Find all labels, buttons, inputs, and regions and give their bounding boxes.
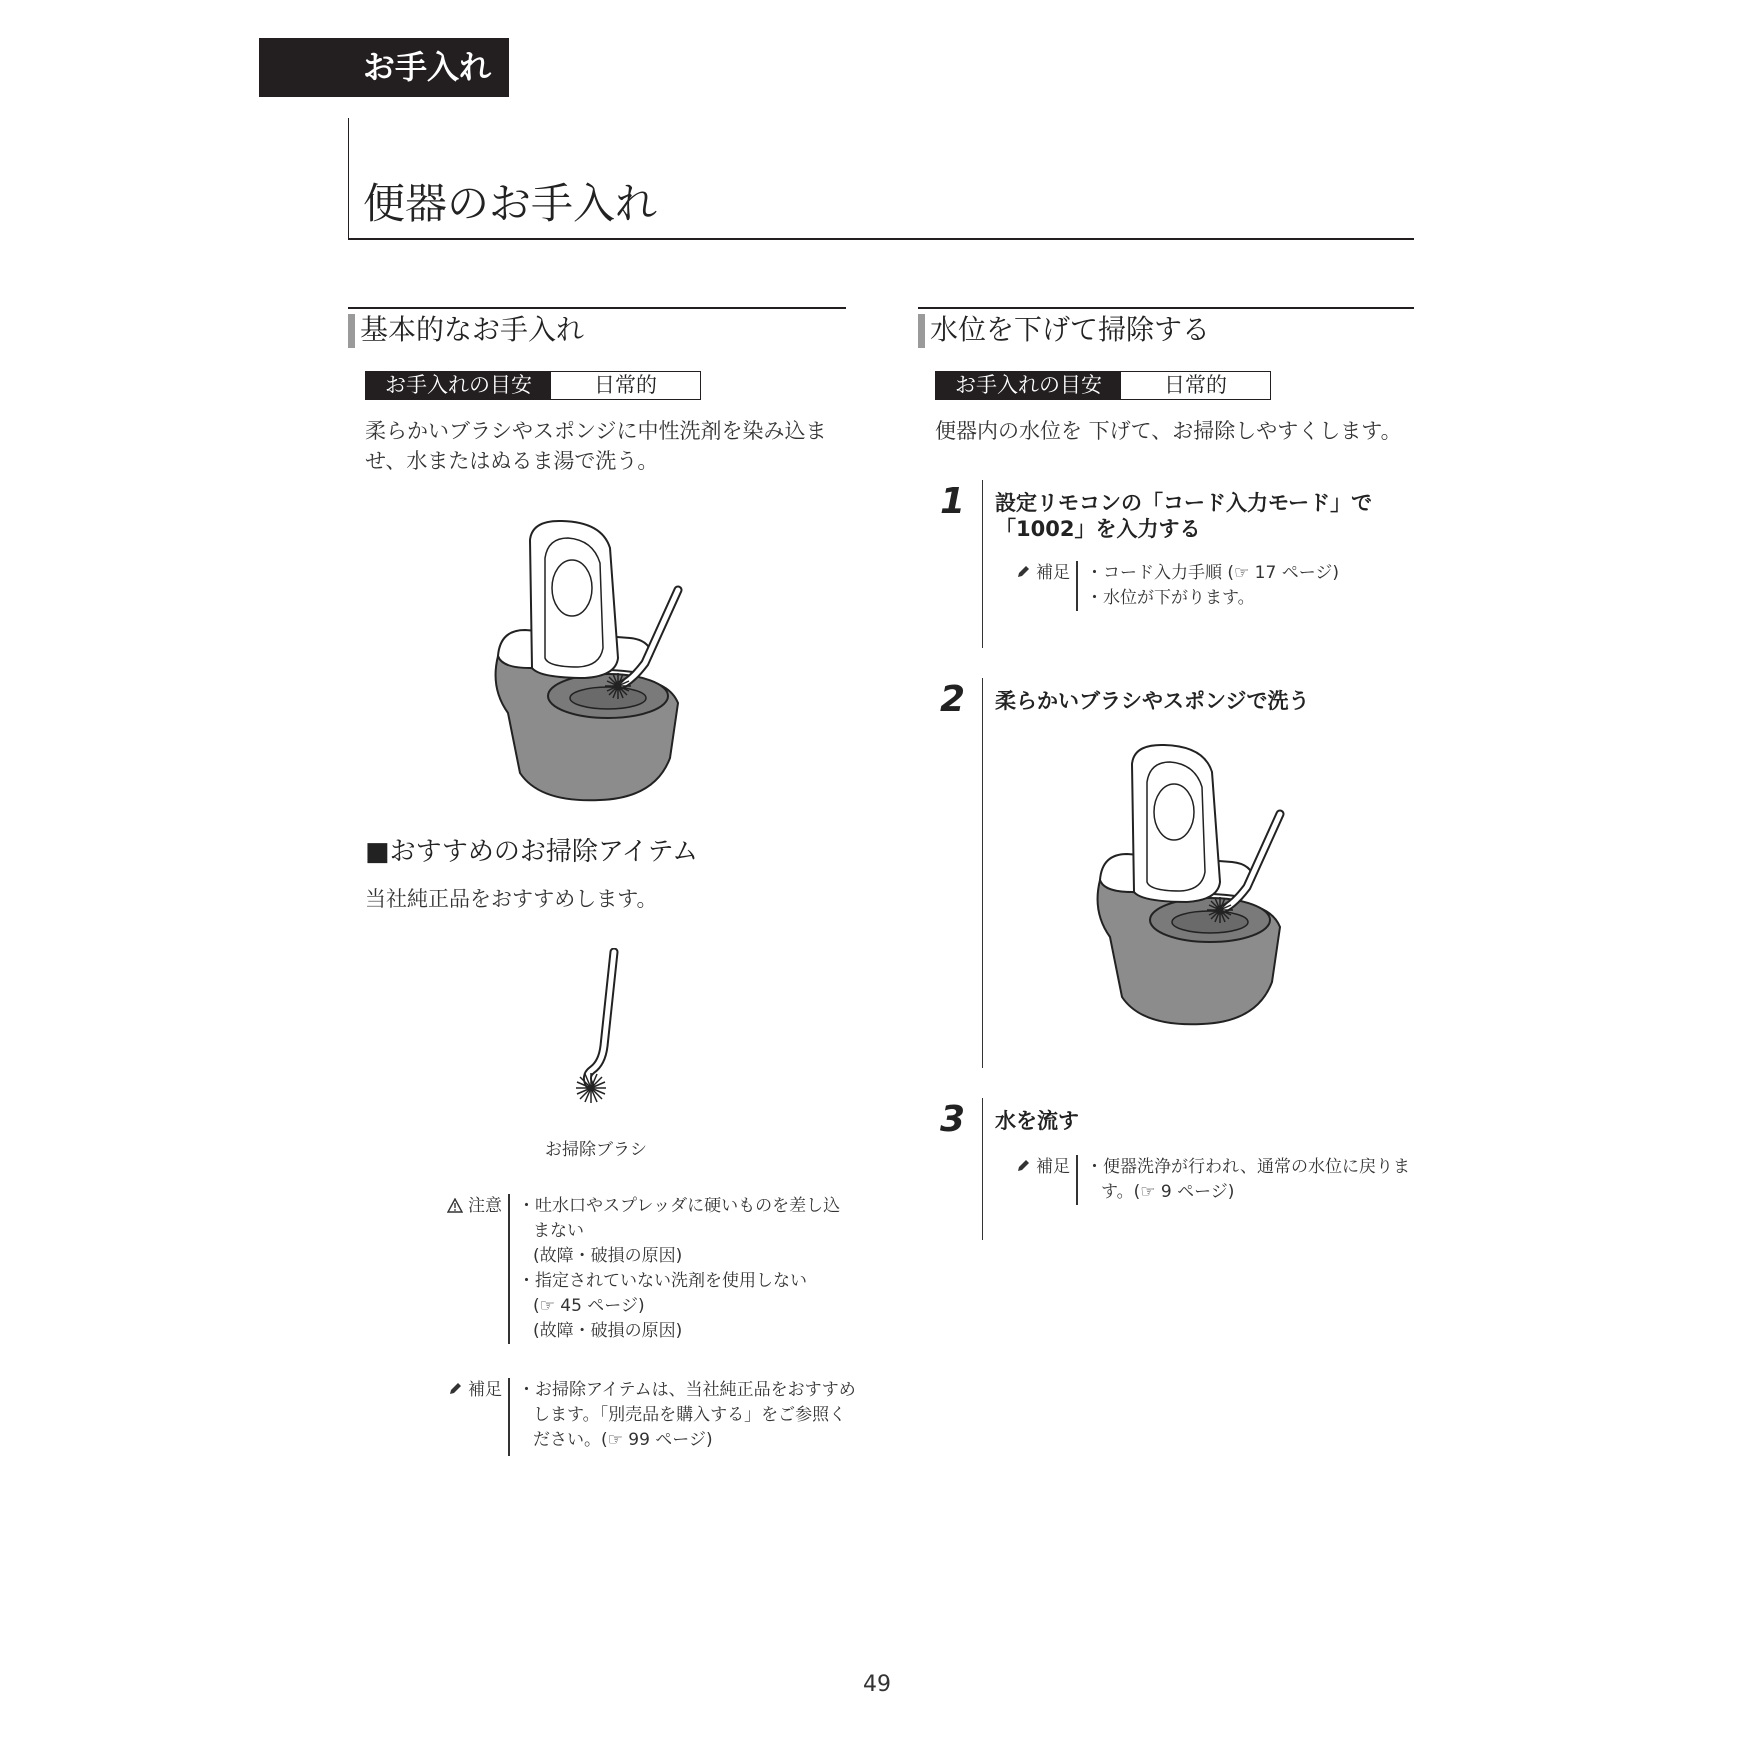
guide-key: お手入れの目安: [936, 372, 1121, 399]
supplement-label-text: 補足: [468, 1380, 502, 1400]
guide-value: 日常的: [1164, 373, 1227, 397]
left-section-title: 基本的なお手入れ: [360, 313, 585, 346]
brush-caption: お掃除ブラシ: [545, 1140, 647, 1160]
right-section-rule: [918, 307, 1414, 309]
toilet-illustration: [1092, 742, 1302, 1027]
supplement-line: ・お掃除アイテムは、当社純正品をおすすめ: [518, 1380, 856, 1400]
supplement-line: ・コード入力手順 (☞ 17 ページ): [1086, 563, 1340, 583]
pencil-icon: [447, 1381, 463, 1397]
left-section-bar: [348, 314, 355, 348]
caution-label: [432, 1194, 508, 1344]
left-section-rule: [348, 307, 846, 309]
toilet-illustration: [490, 518, 700, 803]
supplement-line: ・便器洗浄が行われ、通常の水位に戻りま: [1086, 1157, 1411, 1177]
step-line: [982, 480, 983, 648]
caution-label-text: 注意: [468, 1196, 502, 1216]
step-text: [995, 490, 1372, 542]
right-intro: 便器内の水位を 下げて、お掃除しやすくします。: [935, 419, 1402, 443]
note-bar: [1076, 1155, 1078, 1205]
left-care-guide: [365, 371, 701, 400]
step-number: 2: [939, 679, 965, 720]
title-rule-horizontal: [348, 238, 1414, 240]
supplement-label-text: 補足: [1036, 563, 1070, 583]
supplement-label: [432, 1378, 508, 1456]
note-bar: [508, 1194, 510, 1344]
supplement-label-text: 補足: [1036, 1157, 1070, 1177]
step-text-line: 設定リモコンの「コード入力モード」で: [995, 491, 1373, 515]
caution-line: (故障・破損の原因): [533, 1321, 683, 1341]
step3-supplement: [1000, 1155, 1410, 1205]
caution-line: (故障・破損の原因): [533, 1246, 683, 1266]
title-rule-vertical: [348, 118, 349, 240]
supplement-line: ・水位が下がります。: [1086, 588, 1255, 608]
caution-note: [432, 1194, 840, 1344]
supplement-line: します。「別売品を購入する」をご参照く: [533, 1405, 847, 1425]
guide-value: 日常的: [594, 373, 657, 397]
items-heading: ■おすすめのお掃除アイテム: [365, 837, 699, 867]
step1-supplement: [1000, 561, 1339, 611]
step-number: 1: [939, 481, 965, 522]
page-number: 49: [863, 1672, 891, 1697]
supplement-line: ださい。(☞ 99 ページ): [533, 1430, 713, 1450]
guide-key: お手入れの目安: [366, 372, 551, 399]
right-section-title: 水位を下げて掃除する: [930, 313, 1211, 346]
caution-line: まない: [533, 1221, 584, 1241]
intro-line: 柔らかいブラシやスポンジに中性洗剤を染み込ま: [365, 419, 827, 443]
step-line: [982, 1098, 983, 1240]
right-care-guide: [935, 371, 1271, 400]
items-text: 当社純正品をおすすめします。: [365, 887, 658, 911]
step-text: 水を流す: [995, 1109, 1079, 1133]
note-bar: [508, 1378, 510, 1456]
page-title: 便器のお手入れ: [363, 179, 658, 228]
brush-illustration: [566, 948, 626, 1108]
step-number: 3: [939, 1099, 965, 1140]
right-section-bar: [918, 314, 925, 348]
pencil-icon: [1015, 564, 1031, 580]
supplement-label: [1000, 1155, 1076, 1205]
caution-line: ・吐水口やスプレッダに硬いものを差し込: [518, 1196, 841, 1216]
step-text: 柔らかいブラシやスポンジで洗う: [995, 689, 1310, 713]
caution-line: (☞ 45 ページ): [533, 1296, 645, 1316]
warning-triangle-icon: [447, 1198, 463, 1213]
supplement-label: [1000, 561, 1076, 611]
left-intro: [365, 416, 826, 476]
pencil-icon: [1015, 1158, 1031, 1174]
supplement-note: [432, 1378, 856, 1456]
note-bar: [1076, 561, 1078, 611]
intro-line: せ、水またはぬるま湯で洗う。: [365, 449, 659, 473]
step-line: [982, 678, 983, 1068]
caution-line: ・指定されていない洗剤を使用しない: [518, 1271, 807, 1291]
section-tab: お手入れ: [259, 38, 509, 97]
supplement-line: す。(☞ 9 ページ): [1101, 1182, 1235, 1202]
step-text-line: 「1002」を入力する: [995, 517, 1201, 541]
